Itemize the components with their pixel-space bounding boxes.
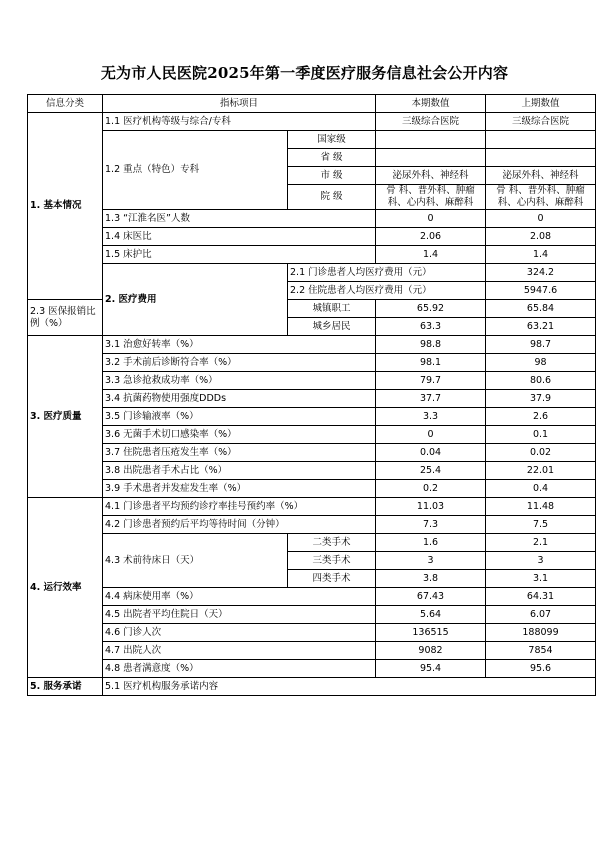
row-label: 3.7 住院患者压疮发生率（%） bbox=[103, 444, 376, 462]
sub-label: 二类手术 bbox=[288, 534, 376, 552]
previous-value: 22.01 bbox=[486, 462, 596, 480]
table-row bbox=[28, 131, 596, 149]
table-row bbox=[28, 480, 596, 498]
previous-value: 0.4 bbox=[486, 480, 596, 498]
category-cost: 2. 医疗费用 bbox=[103, 264, 288, 336]
current-value: 2.06 bbox=[376, 228, 486, 246]
table-row bbox=[28, 228, 596, 246]
category-promise: 5. 服务承诺 bbox=[28, 678, 103, 696]
row-label: 1.1 医疗机构等级与综合/专科 bbox=[103, 113, 376, 131]
table-row bbox=[28, 426, 596, 444]
current-value: 0 bbox=[376, 210, 486, 228]
previous-value: 6.07 bbox=[486, 606, 596, 624]
current-value bbox=[376, 678, 486, 696]
row-label: 4.2 门诊患者预约后平均等待时间（分钟） bbox=[103, 516, 376, 534]
row-label: 4.6 门诊人次 bbox=[103, 624, 376, 642]
category-basic: 1. 基本情况 bbox=[28, 113, 103, 300]
current-value: 3.8 bbox=[376, 570, 486, 588]
current-value: 98.8 bbox=[376, 336, 486, 354]
row-label: 1.4 床医比 bbox=[103, 228, 376, 246]
previous-value: 37.9 bbox=[486, 390, 596, 408]
table-row bbox=[28, 516, 596, 534]
previous-value: 65.84 bbox=[486, 300, 596, 318]
current-value: 1.6 bbox=[376, 534, 486, 552]
previous-value: 2.1 bbox=[486, 534, 596, 552]
table-row bbox=[28, 264, 596, 282]
row-label: 2.3 医保报销比例（%） bbox=[28, 300, 103, 336]
row-label: 4.5 出院者平均住院日（天） bbox=[103, 606, 376, 624]
current-value: 0 bbox=[376, 426, 486, 444]
previous-value: 0.1 bbox=[486, 426, 596, 444]
row-label: 3.9 手术患者并发症发生率（%） bbox=[103, 480, 376, 498]
current-value: 1.4 bbox=[376, 246, 486, 264]
sub-label: 三类手术 bbox=[288, 552, 376, 570]
row-label: 2.1 门诊患者人均医疗费用（元） bbox=[288, 264, 486, 282]
previous-value: 7854 bbox=[486, 642, 596, 660]
header-category: 信息分类 bbox=[28, 95, 103, 113]
row-label: 4.4 病床使用率（%） bbox=[103, 588, 376, 606]
previous-value: 64.31 bbox=[486, 588, 596, 606]
current-value bbox=[376, 149, 486, 167]
current-value: 95.4 bbox=[376, 660, 486, 678]
row-label: 3.3 急诊抢救成功率（%） bbox=[103, 372, 376, 390]
current-value: 5947.6 bbox=[486, 282, 596, 300]
current-value: 0.2 bbox=[376, 480, 486, 498]
row-label: 3.6 无菌手术切口感染率（%） bbox=[103, 426, 376, 444]
current-value: 5.64 bbox=[376, 606, 486, 624]
row-label: 4.1 门诊患者平均预约诊疗率挂号预约率（%） bbox=[103, 498, 376, 516]
table-row bbox=[28, 113, 596, 131]
previous-value: 11.48 bbox=[486, 498, 596, 516]
current-value: 骨 科、普外科、肿瘤科、心内科、麻醉科 bbox=[376, 185, 486, 210]
current-value: 9082 bbox=[376, 642, 486, 660]
previous-value bbox=[486, 678, 596, 696]
previous-value: 2.08 bbox=[486, 228, 596, 246]
current-value: 7.3 bbox=[376, 516, 486, 534]
previous-value: 80.6 bbox=[486, 372, 596, 390]
current-value bbox=[376, 131, 486, 149]
previous-value: 3 bbox=[486, 552, 596, 570]
page-title: 无为市人民医院2025年第一季度医疗服务信息社会公开内容 bbox=[100, 64, 509, 82]
table-row bbox=[28, 534, 596, 552]
row-label: 4.8 患者满意度（%） bbox=[103, 660, 376, 678]
table-row bbox=[28, 588, 596, 606]
row-label: 4.7 出院人次 bbox=[103, 642, 376, 660]
current-value: 0.04 bbox=[376, 444, 486, 462]
previous-value: 7.5 bbox=[486, 516, 596, 534]
previous-value: 95.6 bbox=[486, 660, 596, 678]
table-row bbox=[28, 372, 596, 390]
table-row bbox=[28, 678, 596, 696]
table-row bbox=[28, 390, 596, 408]
current-value: 65.92 bbox=[376, 300, 486, 318]
current-value: 3 bbox=[376, 552, 486, 570]
row-label: 3.2 手术前后诊断符合率（%） bbox=[103, 354, 376, 372]
current-value: 3.3 bbox=[376, 408, 486, 426]
row-label: 3.4 抗菌药物使用强度DDDs bbox=[103, 390, 376, 408]
header-previous: 上期数值 bbox=[486, 95, 596, 113]
previous-value: 三级综合医院 bbox=[486, 113, 596, 131]
sub-label: 城镇职工 bbox=[288, 300, 376, 318]
previous-value: 98 bbox=[486, 354, 596, 372]
previous-value: 骨 科、普外科、肿瘤科、心内科、麻醉科 bbox=[486, 185, 596, 210]
previous-value bbox=[486, 149, 596, 167]
table-row bbox=[28, 408, 596, 426]
row-label: 3.5 门诊输液率（%） bbox=[103, 408, 376, 426]
table-row bbox=[28, 642, 596, 660]
current-value: 67.43 bbox=[376, 588, 486, 606]
current-value: 79.7 bbox=[376, 372, 486, 390]
previous-value: 0 bbox=[486, 210, 596, 228]
sub-label: 四类手术 bbox=[288, 570, 376, 588]
current-value: 三级综合医院 bbox=[376, 113, 486, 131]
table-row bbox=[28, 444, 596, 462]
row-label: 1.5 床护比 bbox=[103, 246, 376, 264]
table-row bbox=[28, 498, 596, 516]
previous-value: 3.1 bbox=[486, 570, 596, 588]
header-current: 本期数值 bbox=[376, 95, 486, 113]
sub-label: 院 级 bbox=[288, 185, 376, 210]
table-row bbox=[28, 354, 596, 372]
row-label: 2.2 住院患者人均医疗费用（元） bbox=[288, 282, 486, 300]
table-header-row bbox=[28, 95, 596, 113]
row-label: 4.3 术前待床日（天） bbox=[103, 534, 288, 588]
row-label: 5.1 医疗机构服务承诺内容 bbox=[103, 678, 376, 696]
sub-label: 市 级 bbox=[288, 167, 376, 185]
category-quality: 3. 医疗质量 bbox=[28, 336, 103, 498]
row-label: 1.2 重点（特色）专科 bbox=[103, 131, 288, 210]
current-value: 98.1 bbox=[376, 354, 486, 372]
previous-value bbox=[486, 131, 596, 149]
sub-label: 省 级 bbox=[288, 149, 376, 167]
previous-value: 188099 bbox=[486, 624, 596, 642]
current-value: 324.2 bbox=[486, 264, 596, 282]
table-row bbox=[28, 606, 596, 624]
row-label: 3.1 治愈好转率（%） bbox=[103, 336, 376, 354]
previous-value: 0.02 bbox=[486, 444, 596, 462]
previous-value: 1.4 bbox=[486, 246, 596, 264]
current-value: 泌尿外科、神经科 bbox=[376, 167, 486, 185]
table-row bbox=[28, 336, 596, 354]
current-value: 37.7 bbox=[376, 390, 486, 408]
previous-value: 泌尿外科、神经科 bbox=[486, 167, 596, 185]
current-value: 11.03 bbox=[376, 498, 486, 516]
sub-label: 城乡居民 bbox=[288, 318, 376, 336]
current-value: 136515 bbox=[376, 624, 486, 642]
previous-value: 98.7 bbox=[486, 336, 596, 354]
row-label: 1.3 “江淮名医”人数 bbox=[103, 210, 376, 228]
previous-value: 63.21 bbox=[486, 318, 596, 336]
header-indicator: 指标项目 bbox=[103, 95, 376, 113]
table-row bbox=[28, 624, 596, 642]
current-value: 63.3 bbox=[376, 318, 486, 336]
table-row bbox=[28, 246, 596, 264]
current-value: 25.4 bbox=[376, 462, 486, 480]
row-label: 3.8 出院患者手术占比（%） bbox=[103, 462, 376, 480]
sub-label: 国家级 bbox=[288, 131, 376, 149]
previous-value: 2.6 bbox=[486, 408, 596, 426]
table-row bbox=[28, 210, 596, 228]
disclosure-table bbox=[27, 94, 596, 696]
category-efficiency: 4. 运行效率 bbox=[28, 498, 103, 678]
table-row bbox=[28, 660, 596, 678]
table-row bbox=[28, 462, 596, 480]
